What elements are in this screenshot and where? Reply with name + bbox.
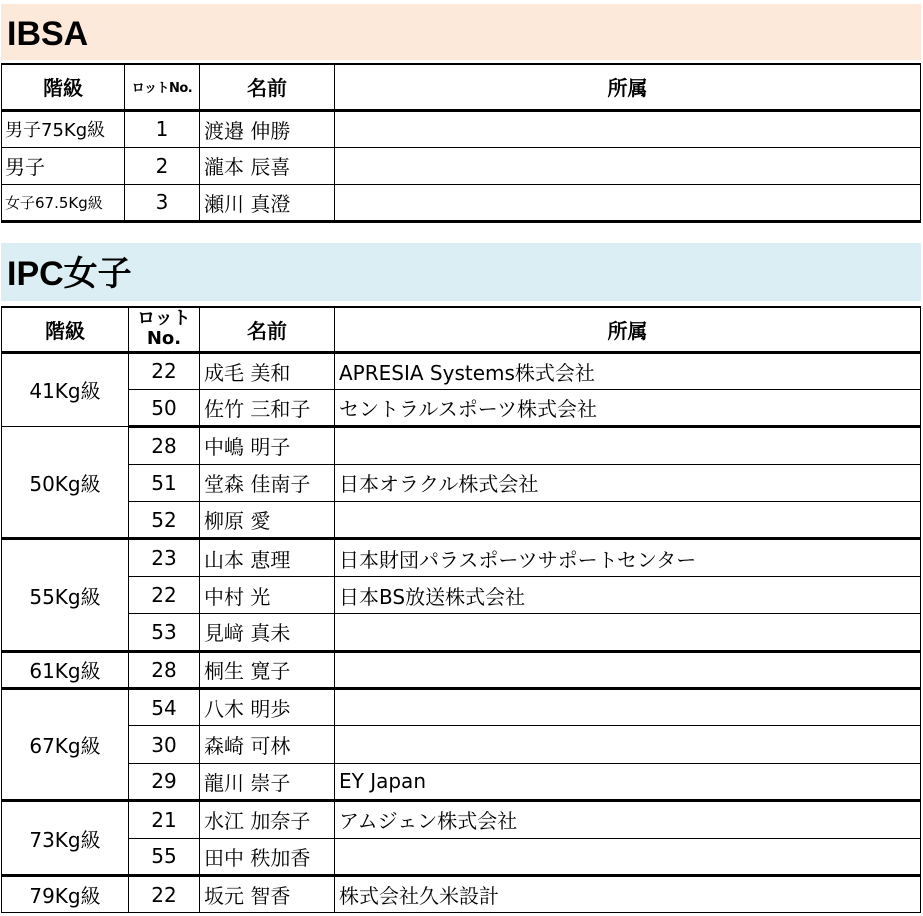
lot-cell: 28 [129, 651, 200, 688]
affiliation-cell: 日本BS放送株式会社 [335, 576, 921, 613]
table-row [2, 576, 921, 613]
name-cell: 中村 光 [200, 576, 335, 613]
lot-cell: 23 [129, 539, 200, 576]
table-row [2, 389, 921, 426]
table-row [2, 502, 921, 539]
lot-cell: 22 [129, 576, 200, 613]
affiliation-cell [335, 427, 921, 464]
name-cell: 佐竹 三和子 [200, 389, 335, 426]
name-cell: 坂元 智香 [200, 875, 335, 912]
table-row [2, 763, 921, 800]
table-row [2, 726, 921, 763]
table-row [2, 184, 921, 221]
affiliation-cell [335, 689, 921, 726]
name-cell: 渡邉 伸勝 [200, 110, 335, 147]
table-row [2, 875, 921, 912]
ibsa-section-title: IBSA [1, 4, 921, 60]
class-cell: 61Kg級 [2, 651, 129, 688]
class-cell: 50Kg級 [2, 427, 129, 539]
header-name: 名前 [200, 64, 335, 110]
table-row [2, 801, 921, 838]
name-cell: 成毛 美和 [200, 352, 335, 389]
name-cell: 堂森 佳南子 [200, 464, 335, 501]
header-lot-line1: ロット [137, 308, 191, 330]
lot-cell: 22 [129, 352, 200, 389]
ibsa-header-row [2, 64, 921, 110]
ipc-header-row [2, 307, 921, 352]
table-row [2, 464, 921, 501]
affiliation-cell [335, 726, 921, 763]
affiliation-cell [335, 147, 921, 184]
class-cell: 55Kg級 [2, 539, 129, 651]
ipc-table [1, 306, 921, 913]
affiliation-cell: 株式会社久米設計 [335, 875, 921, 912]
table-row [2, 838, 921, 875]
name-cell: 山本 恵理 [200, 539, 335, 576]
name-cell: 田中 秩加香 [200, 838, 335, 875]
lot-cell: 28 [129, 427, 200, 464]
lot-cell: 22 [129, 875, 200, 912]
table-row [2, 614, 921, 651]
name-cell: 桐生 寛子 [200, 651, 335, 688]
lot-cell: 52 [129, 502, 200, 539]
affiliation-cell [335, 838, 921, 875]
header-lot: ロットNo. [125, 64, 200, 110]
lot-cell: 29 [129, 763, 200, 800]
lot-cell: 51 [129, 464, 200, 501]
name-cell: 瀬川 真澄 [200, 184, 335, 221]
header-name: 名前 [200, 307, 335, 352]
class-cell: 41Kg級 [2, 352, 129, 427]
name-cell: 八木 明歩 [200, 689, 335, 726]
lot-cell: 30 [129, 726, 200, 763]
name-cell: 見﨑 真未 [200, 614, 335, 651]
class-cell: 女子67.5Kg級 [2, 184, 125, 221]
header-lot-line2: No. [146, 328, 182, 350]
lot-cell: 1 [125, 110, 200, 147]
header-class: 階級 [2, 307, 129, 352]
affiliation-cell: EY Japan [335, 763, 921, 800]
affiliation-cell [335, 184, 921, 221]
affiliation-cell [335, 502, 921, 539]
table-row [2, 110, 921, 147]
name-cell: 柳原 愛 [200, 502, 335, 539]
affiliation-cell [335, 110, 921, 147]
ipc-section-title: IPC女子 [1, 243, 921, 301]
lot-cell: 2 [125, 147, 200, 184]
affiliation-cell: 日本財団パラスポーツサポートセンター [335, 539, 921, 576]
name-cell: 水江 加奈子 [200, 801, 335, 838]
affiliation-cell: アムジェン株式会社 [335, 801, 921, 838]
header-lot [129, 307, 200, 352]
header-class: 階級 [2, 64, 125, 110]
ibsa-table [1, 63, 921, 223]
lot-cell: 50 [129, 389, 200, 426]
lot-cell: 53 [129, 614, 200, 651]
class-cell: 67Kg級 [2, 689, 129, 801]
table-row [2, 147, 921, 184]
name-cell: 中嶋 明子 [200, 427, 335, 464]
table-row [2, 539, 921, 576]
affiliation-cell [335, 651, 921, 688]
table-row [2, 427, 921, 464]
affiliation-cell: セントラルスポーツ株式会社 [335, 389, 921, 426]
header-affiliation: 所属 [335, 64, 921, 110]
class-cell: 男子 [2, 147, 125, 184]
lot-cell: 55 [129, 838, 200, 875]
table-row [2, 651, 921, 688]
affiliation-cell [335, 614, 921, 651]
lot-cell: 21 [129, 801, 200, 838]
table-row [2, 689, 921, 726]
class-cell: 男子75Kg級 [2, 110, 125, 147]
table-row [2, 352, 921, 389]
name-cell: 龍川 崇子 [200, 763, 335, 800]
lot-cell: 54 [129, 689, 200, 726]
class-cell: 79Kg級 [2, 875, 129, 912]
lot-cell: 3 [125, 184, 200, 221]
affiliation-cell: APRESIA Systems株式会社 [335, 352, 921, 389]
class-cell: 73Kg級 [2, 801, 129, 876]
header-affiliation: 所属 [335, 307, 921, 352]
name-cell: 森崎 可林 [200, 726, 335, 763]
name-cell: 瀧本 辰喜 [200, 147, 335, 184]
affiliation-cell: 日本オラクル株式会社 [335, 464, 921, 501]
